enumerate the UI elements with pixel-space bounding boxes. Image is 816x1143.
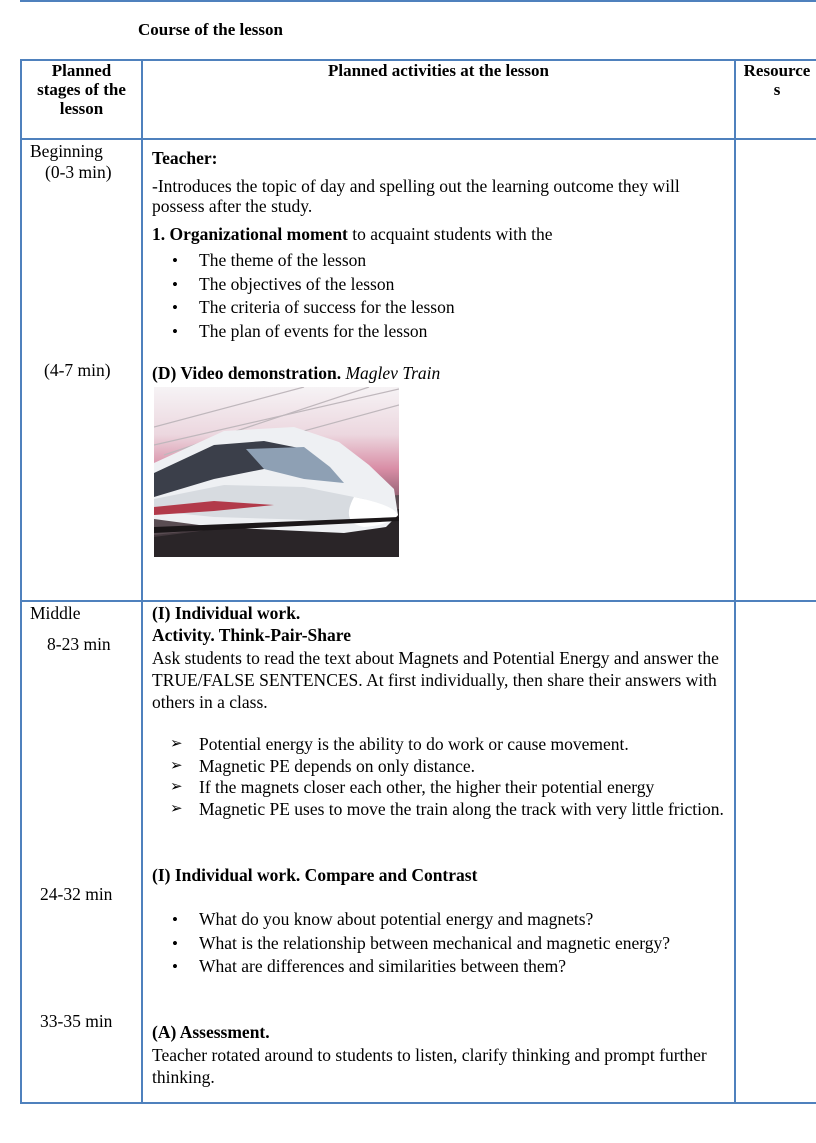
activity-instructions: Ask students to read the text about Magnets and Potential Energy and answer the TRUE/FALSE SENTENCES. At first individually, then share their answers with others in a class. <box>152 648 719 712</box>
middle-activities-cell <box>142 601 735 1103</box>
list-item: ➢ Magnetic PE depends on only distance. <box>143 756 728 778</box>
beginning-activities-cell <box>142 139 735 601</box>
stage-time: 33-35 min <box>40 1011 113 1031</box>
section-title: Course of the lesson <box>138 20 283 39</box>
lesson-plan-table <box>20 59 816 1104</box>
stage-time: 24-32 min <box>40 884 113 904</box>
intro-text: -Introduces the topic of day and spelling out the learning outcome they will possess after the study. <box>152 176 680 216</box>
middle-stage-cell <box>21 601 142 1103</box>
individual-work-heading: (I) Individual work. <box>152 603 301 623</box>
header-row <box>21 60 816 139</box>
compare-list <box>143 908 728 979</box>
stage-beginning-label: Beginning <box>30 141 103 161</box>
list-item: • The objectives of the lesson <box>143 273 728 297</box>
list-item: ➢ Potential energy is the ability to do work or cause movement. <box>143 734 728 756</box>
stage-time: (4-7 min) <box>44 360 111 380</box>
beginning-stage-cell <box>21 139 142 601</box>
list-item: • The criteria of success for the lesson <box>143 296 728 320</box>
true-false-list <box>143 734 728 821</box>
activity-title: Activity. Think-Pair-Share <box>152 625 351 645</box>
assessment-heading: (A) Assessment. <box>152 1022 270 1042</box>
middle-row <box>21 601 816 1103</box>
list-item: • What are differences and similarities between them? <box>143 955 728 979</box>
stage-time: 8-23 min <box>47 634 111 654</box>
header-resources: Resource s <box>735 60 816 139</box>
teacher-heading: Teacher: <box>152 148 218 168</box>
top-border-line <box>20 0 816 2</box>
list-item: • What do you know about potential energy and magnets? <box>143 908 728 932</box>
list-item: • The theme of the lesson <box>143 249 728 273</box>
video-demonstration: (D) Video demonstration. Maglev Train <box>152 363 441 383</box>
compare-heading: (I) Individual work. Compare and Contrast <box>152 865 478 885</box>
middle-resources-cell <box>735 601 816 1103</box>
assessment-text: Teacher rotated around to students to listen, clarify thinking and prompt further thinking. <box>152 1045 707 1087</box>
org-moment-list <box>143 249 728 343</box>
maglev-train-image <box>154 387 399 557</box>
list-item: • The plan of events for the lesson <box>143 320 728 344</box>
header-stages: Planned stages of the lesson <box>21 60 142 139</box>
stage-middle-label: Middle <box>30 603 81 623</box>
list-item: ➢ Magnetic PE uses to move the train along the track with very little friction. <box>143 799 728 821</box>
maglev-train-illustration <box>154 387 399 557</box>
organizational-moment: 1. Organizational moment to acquaint students with the <box>152 224 553 244</box>
list-item: • What is the relationship between mechanical and magnetic energy? <box>143 932 728 956</box>
beginning-resources-cell <box>735 139 816 601</box>
beginning-row <box>21 139 816 601</box>
stage-time: (0-3 min) <box>45 162 112 182</box>
header-activities: Planned activities at the lesson <box>142 60 735 139</box>
list-item: ➢ If the magnets closer each other, the higher their potential energy <box>143 777 728 799</box>
